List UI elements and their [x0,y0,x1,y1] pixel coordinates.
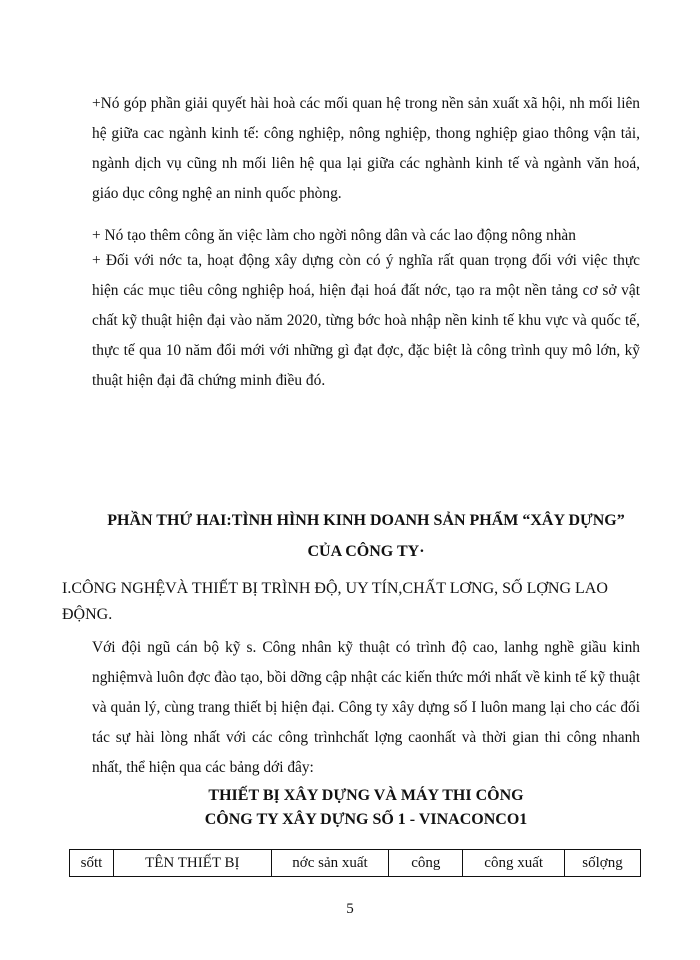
section-heading: I.CÔNG NGHỆVÀ THIẾT BỊ TRÌNH ĐỘ, UY TÍN,CHẤT LƠNG, SỐ LỢNG LAO ĐỘNG. [62,580,608,623]
table-header-row [70,850,641,877]
table-title-line-1: THIẾT BỊ XÂY DỰNG VÀ MÁY THI CÔNG [208,787,524,804]
table-title-line-2: CÔNG TY XÂY DỰNG SỐ 1 - VINACONCO1 [204,811,528,828]
header-function: công [389,850,463,877]
table-title [92,784,640,832]
equipment-table [69,849,641,877]
paragraph-staff-and-equipment: Với đội ngũ cán bộ kỹ s. Công nhân kỹ thuật có trình độ cao, lanhg nghề giầu kinh nghiệmvà luôn đợc đào tạo, bồi dỡng cập nhật các kiến thức mới nhất về kinh tế kỹ thuật và quản lý, cùng trang thiết bị hiện đại. Công ty xây dựng số I luôn mang lại cho các đối tác sự hài lòng nhất với các công trìnhchất lợng caonhất và thời gian thi công nhanh nhất, thể hiện qua các bảng dới đây: [92,639,640,776]
page-number: 5 [346,901,354,917]
paragraph-harmonize-relations: +Nó góp phần giải quyết hài hoà các mối quan hệ trong nền sản xuất xã hội, nh mối liên hệ giữa cac ngành kinh tế: công nghiệp, nông nghiệp, thong nghiệp giao thông vận tải, ngành dịch vụ cũng nh mối liên hệ qua lại giữa các nghành kinh tế và ngành văn hoá, giáo dục công nghệ an ninh quốc phòng. [92,95,640,202]
header-capacity: công xuất [463,850,565,877]
header-country: nớc sản xuất [271,850,389,877]
paragraph-national-significance: + Đối với nớc ta, hoạt động xây dựng còn có ý nghĩa rất quan trọng đối với việc thực hiện các mục tiêu công nghiệp hoá, hiện đại hoá đất nớc, tạo ra một nền tảng cơ sở vật chất kỹ thuật hiện đại vào năm 2020, từng bớc hoà nhập nền kinh tế khu vực và quốc tế, thực tế qua 10 năm đổi mới với những gì đạt đợc, đặc biệt là công trình quy mô lớn, kỹ thuật hiện đại đã chứng minh điều đó. [92,252,640,389]
header-stt: sốtt [70,850,114,877]
header-equipment-name: TÊN THIẾT BỊ [113,850,271,877]
paragraph-create-jobs: + Nó tạo thêm công ăn việc làm cho ngời nông dân và các lao động nông nhàn [92,227,576,244]
header-quantity: sốlợng [565,850,641,877]
part-two-heading: PHẦN THỨ HAI:TÌNH HÌNH KINH DOANH SẢN PHẨM “XÂY DỰNG” CỦA CÔNG TY· [107,512,625,560]
